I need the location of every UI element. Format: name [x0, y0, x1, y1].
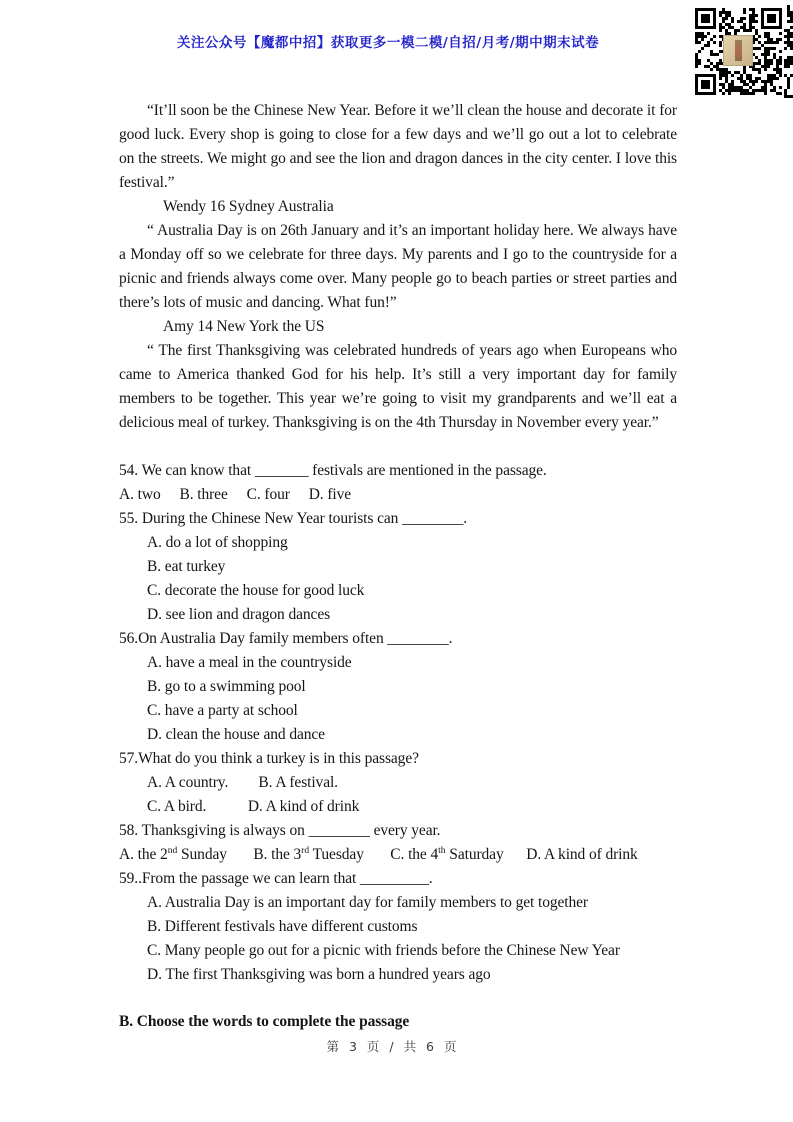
qr-center-logo-icon [723, 35, 753, 66]
passage-paragraph: “ Australia Day is on 26th January and it’s an important holiday here. We always have a Monday off so we celebrate for three days. My parents and I go to the countryside for a picnic and friends always come over. Many people go to beach parties or street parties and there’s lots of music and dancing. What fun!” [119, 222, 677, 311]
question-option: C. decorate the house for good luck [147, 582, 365, 599]
page-number-footer: 第 3 页 / 共 6 页 [326, 1039, 460, 1054]
question-option: D. see lion and dragon dances [147, 606, 331, 623]
page-body [119, 99, 677, 1034]
question-option: D. clean the house and dance [147, 726, 325, 743]
question-option: D. The first Thanksgiving was born a hundred years ago [147, 966, 491, 983]
passage-paragraph: “It’ll soon be the Chinese New Year. Before it we’ll clean the house and decorate it for good luck. Every shop is going to close for a few days and we’ll go out a lot to celebrate on the streets. We might go and see the lion and dragon dances in the city center. I love this festival.” [119, 102, 677, 191]
question-option: A. Australia Day is an important day for family members to get together [147, 894, 588, 911]
question-option: A. have a meal in the countryside [147, 654, 352, 671]
question-options: A. A country. B. A festival. [147, 774, 338, 791]
qr-code-edge-fragment-icon [784, 5, 793, 98]
passage-byline: Wendy 16 Sydney Australia [163, 198, 334, 215]
question-stem: 57.What do you think a turkey is in this passage? [119, 750, 419, 767]
question-option: C. Many people go out for a picnic with friends before the Chinese New Year [147, 942, 620, 959]
qr-finder-icon [761, 8, 782, 29]
section-b-heading: B. Choose the words to complete the passage [119, 1013, 410, 1030]
qr-finder-icon [695, 74, 716, 95]
passage-paragraph: “ The first Thanksgiving was celebrated hundreds of years ago when Europeans who came to America thanked God for his help. It’s still a very important day for family members to be together. This year we’re going to visit my grandparents and we’ll eat a delicious meal of turkey. Thanksgiving is on the 4th Thursday in November every year.” [119, 342, 677, 431]
question-stem: 55. During the Chinese New Year tourists can ________. [119, 510, 468, 527]
question-stem: 56.On Australia Day family members often ________. [119, 630, 453, 647]
passage-byline: Amy 14 New York the US [163, 318, 325, 335]
question-option: B. eat turkey [147, 558, 226, 575]
reading-passage [119, 99, 677, 435]
header-promo-notice: 关注公众号【魔都中招】获取更多一模二模/自招/月考/期中期末试卷 [176, 35, 600, 51]
question-option: B. Different festivals have different customs [147, 918, 418, 935]
question-option: A. do a lot of shopping [147, 534, 288, 551]
questions-section [119, 459, 677, 987]
question-options: C. A bird. D. A kind of drink [147, 798, 360, 815]
question-options: A. two B. three C. four D. five [119, 486, 352, 503]
qr-finder-icon [695, 8, 716, 29]
question-option: B. go to a swimming pool [147, 678, 306, 695]
question-stem: 58. Thanksgiving is always on ________ every year. [119, 822, 441, 839]
question-stem: 54. We can know that _______ festivals are mentioned in the passage. [119, 462, 547, 479]
question-stem: 59..From the passage we can learn that _________. [119, 870, 433, 887]
question-option: C. have a party at school [147, 702, 298, 719]
qr-code-icon [694, 7, 783, 96]
question-options: A. the 2nd Sunday B. the 3rd Tuesday C. the 4th Saturday D. A kind of drink [119, 845, 638, 863]
